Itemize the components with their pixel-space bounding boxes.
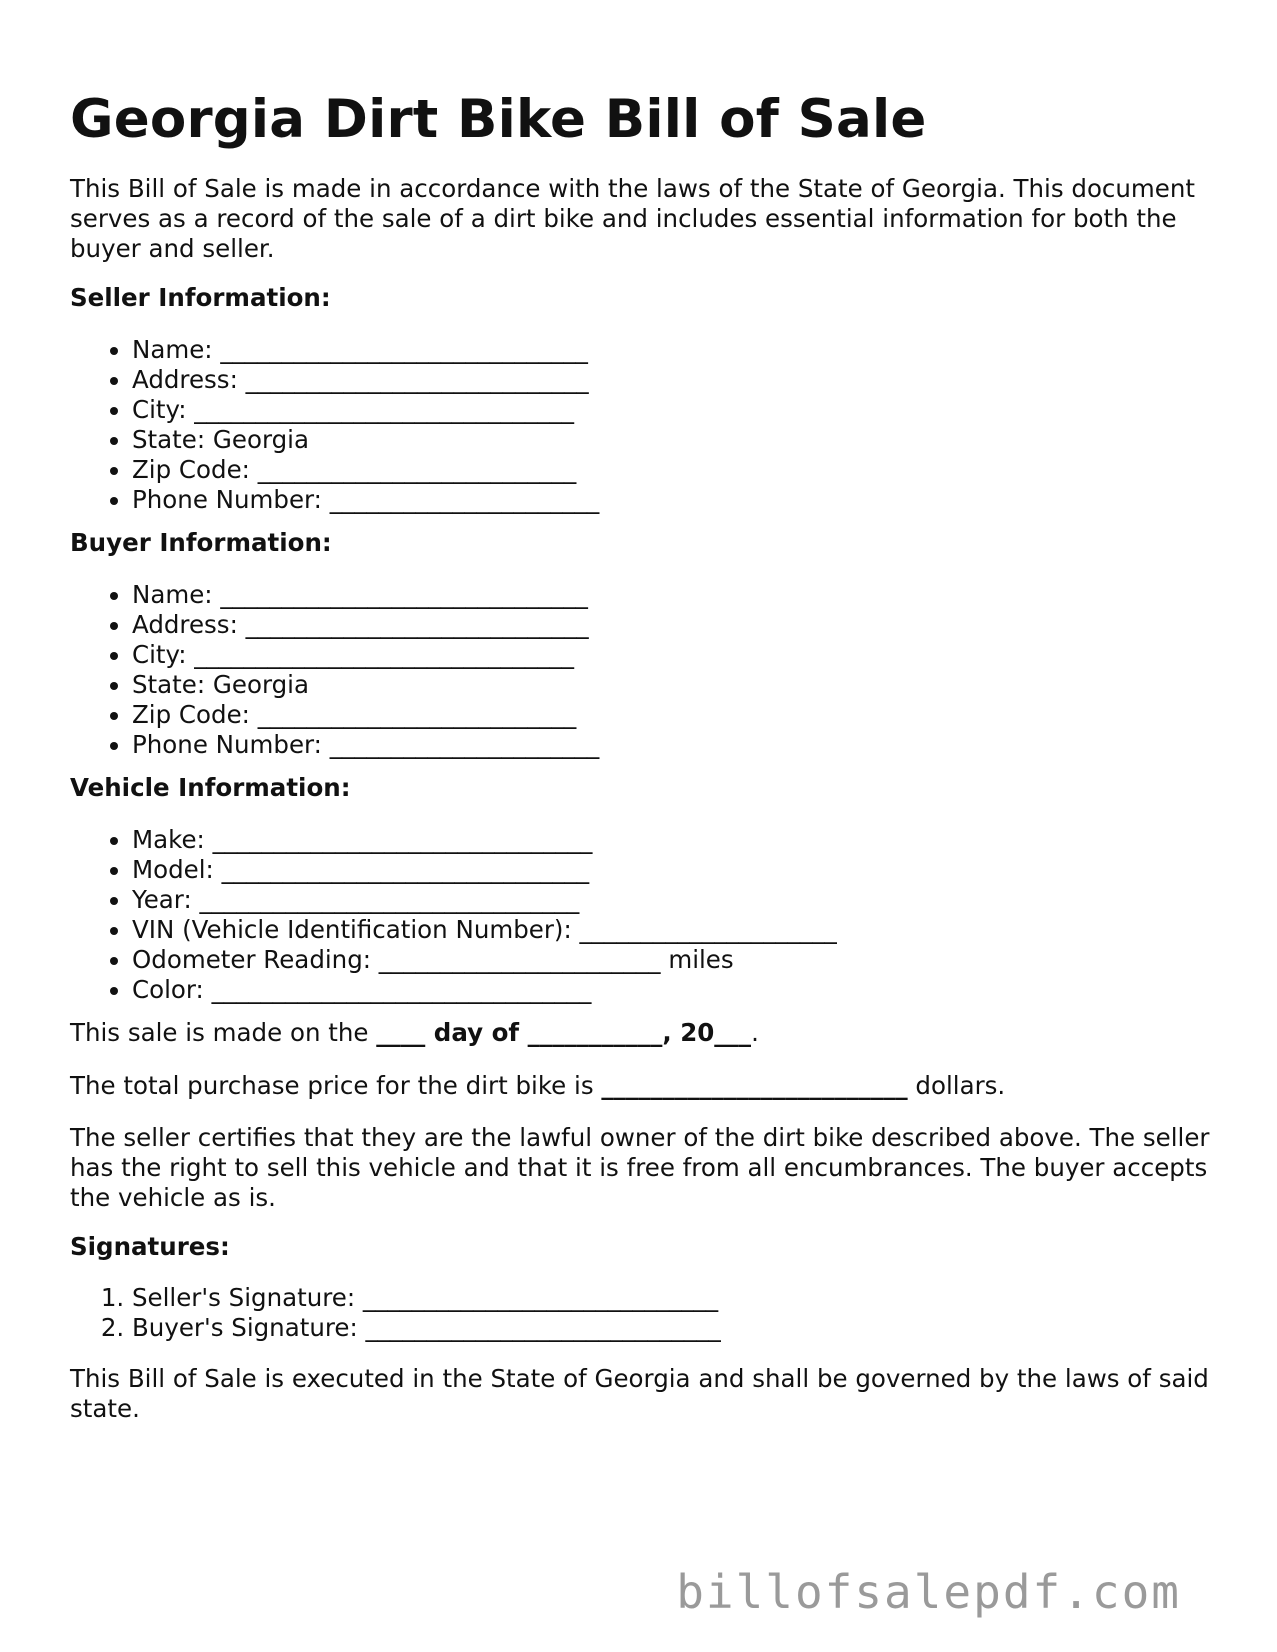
price-suffix: dollars. — [907, 1071, 1006, 1100]
seller-phone-field: • Phone Number: ______________________ — [132, 485, 599, 515]
seller-list — [70, 335, 599, 515]
price-prefix: The total purchase price for the dirt bike is — [70, 1071, 602, 1100]
buyer-city-field: • City: _______________________________ — [132, 640, 599, 670]
vehicle-year-field: • Year: _______________________________ — [132, 885, 837, 915]
buyer-signature-field: 2. Buyer's Signature: _____________________________ — [132, 1313, 721, 1343]
buyer-name-field: • Name: ______________________________ — [132, 580, 599, 610]
document-title: Georgia Dirt Bike Bill of Sale — [70, 89, 927, 150]
seller-state-field: • State: Georgia — [132, 425, 599, 455]
signatures-heading: Signatures: — [70, 1232, 230, 1261]
buyer-list — [70, 580, 599, 760]
seller-zip-field: • Zip Code: __________________________ — [132, 455, 599, 485]
certification-paragraph: The seller certifies that they are the lawful owner of the dirt bike described above. The seller has the right to sell this vehicle and that it is free from all encumbrances. The buyer accepts the vehicle as is. — [70, 1123, 1210, 1212]
buyer-heading: Buyer Information: — [70, 528, 332, 557]
vehicle-vin-field: • VIN (Vehicle Identification Number): _____________________ — [132, 915, 837, 945]
seller-signature-field: 1. Seller's Signature: _____________________________ — [132, 1283, 721, 1313]
sale-date-prefix: This sale is made on the — [70, 1018, 377, 1047]
vehicle-color-field: • Color: _______________________________ — [132, 975, 837, 1005]
seller-address-field: • Address: ____________________________ — [132, 365, 599, 395]
buyer-zip-field: • Zip Code: __________________________ — [132, 700, 599, 730]
intro-paragraph: This Bill of Sale is made in accordance with the laws of the State of Georgia. This document serves as a record of the sale of a dirt bike and includes essential information for both the buyer and seller. — [70, 174, 1196, 263]
vehicle-list — [70, 825, 837, 1005]
purchase-price-line — [70, 1071, 1210, 1101]
vehicle-heading: Vehicle Information: — [70, 773, 351, 802]
buyer-address-field: • Address: ____________________________ — [132, 610, 599, 640]
seller-city-field: • City: _______________________________ — [132, 395, 599, 425]
signatures-list — [70, 1283, 721, 1343]
vehicle-make-field: • Make: _______________________________ — [132, 825, 837, 855]
vehicle-model-field: • Model: ______________________________ — [132, 855, 837, 885]
buyer-state-field: • State: Georgia — [132, 670, 599, 700]
closing-paragraph: This Bill of Sale is executed in the State of Georgia and shall be governed by the laws of said state. — [70, 1364, 1209, 1423]
sale-date-suffix: . — [751, 1018, 759, 1047]
seller-heading: Seller Information: — [70, 283, 331, 312]
seller-name-field: • Name: ______________________________ — [132, 335, 599, 365]
buyer-phone-field: • Phone Number: ______________________ — [132, 730, 599, 760]
watermark-text: billofsalepdf.com — [676, 1565, 1181, 1619]
vehicle-odometer-field: • Odometer Reading: _______________________ miles — [132, 945, 837, 975]
sale-date-line — [70, 1018, 1210, 1048]
price-blank: _________________________ — [601, 1071, 908, 1100]
sale-date-blanks: ____ day of ___________, 20___ — [376, 1018, 752, 1047]
